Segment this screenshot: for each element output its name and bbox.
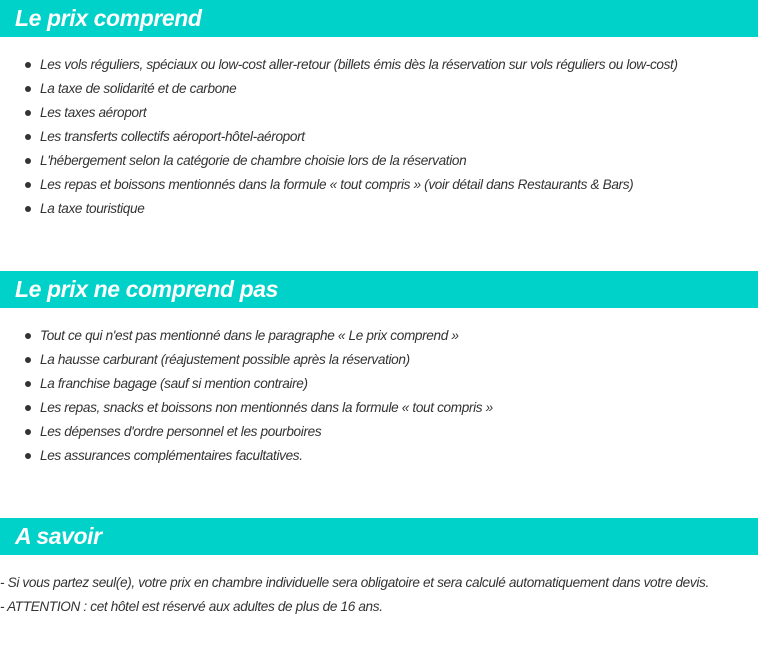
list-item: [0, 396, 493, 420]
list-item-text: La taxe touristique: [40, 201, 145, 216]
list-item-text: Tout ce qui n'est pas mentionné dans le paragraphe « Le prix comprend »: [40, 328, 459, 343]
list-item-text: La taxe de solidarité et de carbone: [40, 81, 237, 96]
good-to-know-text: [0, 571, 758, 619]
paragraph: - ATTENTION : cet hôtel est réservé aux adultes de plus de 16 ans.: [0, 599, 383, 614]
list-item: [0, 125, 678, 149]
list-item: [0, 53, 678, 77]
bullet-icon: [25, 182, 31, 188]
bullet-icon: [25, 381, 31, 387]
list-item-text: Les repas et boissons mentionnés dans la formule « tout compris » (voir détail dans Restaurants & Bars): [40, 177, 634, 192]
section-header-good-to-know: [0, 518, 758, 555]
list-item: [0, 324, 493, 348]
bullet-icon: [25, 453, 31, 459]
list-item: [0, 372, 493, 396]
list-item-text: Les transferts collectifs aéroport-hôtel-aéroport: [40, 129, 305, 144]
list-item: [0, 348, 493, 372]
list-item-text: Les assurances complémentaires facultatives.: [40, 448, 303, 463]
list-item-text: Les dépenses d'ordre personnel et les pourboires: [40, 424, 322, 439]
bullet-icon: [25, 158, 31, 164]
list-item: [0, 149, 678, 173]
section-title: A savoir: [15, 523, 102, 549]
list-item: [0, 173, 678, 197]
bullet-icon: [25, 429, 31, 435]
not-included-list: [0, 324, 493, 468]
section-header-included: [0, 0, 758, 37]
list-item: [0, 101, 678, 125]
included-list: [0, 53, 678, 221]
list-item: [0, 444, 493, 468]
list-item-text: Les vols réguliers, spéciaux ou low-cost aller-retour (billets émis dès la réservation sur vols réguliers ou low-cost): [40, 57, 678, 72]
bullet-icon: [25, 405, 31, 411]
bullet-icon: [25, 110, 31, 116]
list-item: [0, 77, 678, 101]
list-item-text: La hausse carburant (réajustement possible après la réservation): [40, 352, 410, 367]
section-title: Le prix comprend: [15, 5, 202, 31]
list-item: [0, 197, 678, 221]
list-item-text: La franchise bagage (sauf si mention contraire): [40, 376, 308, 391]
list-item: [0, 420, 493, 444]
list-item-text: Les repas, snacks et boissons non mentionnés dans la formule « tout compris »: [40, 400, 493, 415]
section-title: Le prix ne comprend pas: [15, 276, 279, 302]
bullet-icon: [25, 333, 31, 339]
bullet-icon: [25, 357, 31, 363]
bullet-icon: [25, 206, 31, 212]
list-item-text: Les taxes aéroport: [40, 105, 147, 120]
paragraph: - Si vous partez seul(e), votre prix en chambre individuelle sera obligatoire et sera calculé automatiquement dans votre devis.: [0, 575, 709, 590]
section-header-not-included: [0, 271, 758, 308]
bullet-icon: [25, 86, 31, 92]
list-item-text: L'hébergement selon la catégorie de chambre choisie lors de la réservation: [40, 153, 467, 168]
bullet-icon: [25, 62, 31, 68]
bullet-icon: [25, 134, 31, 140]
